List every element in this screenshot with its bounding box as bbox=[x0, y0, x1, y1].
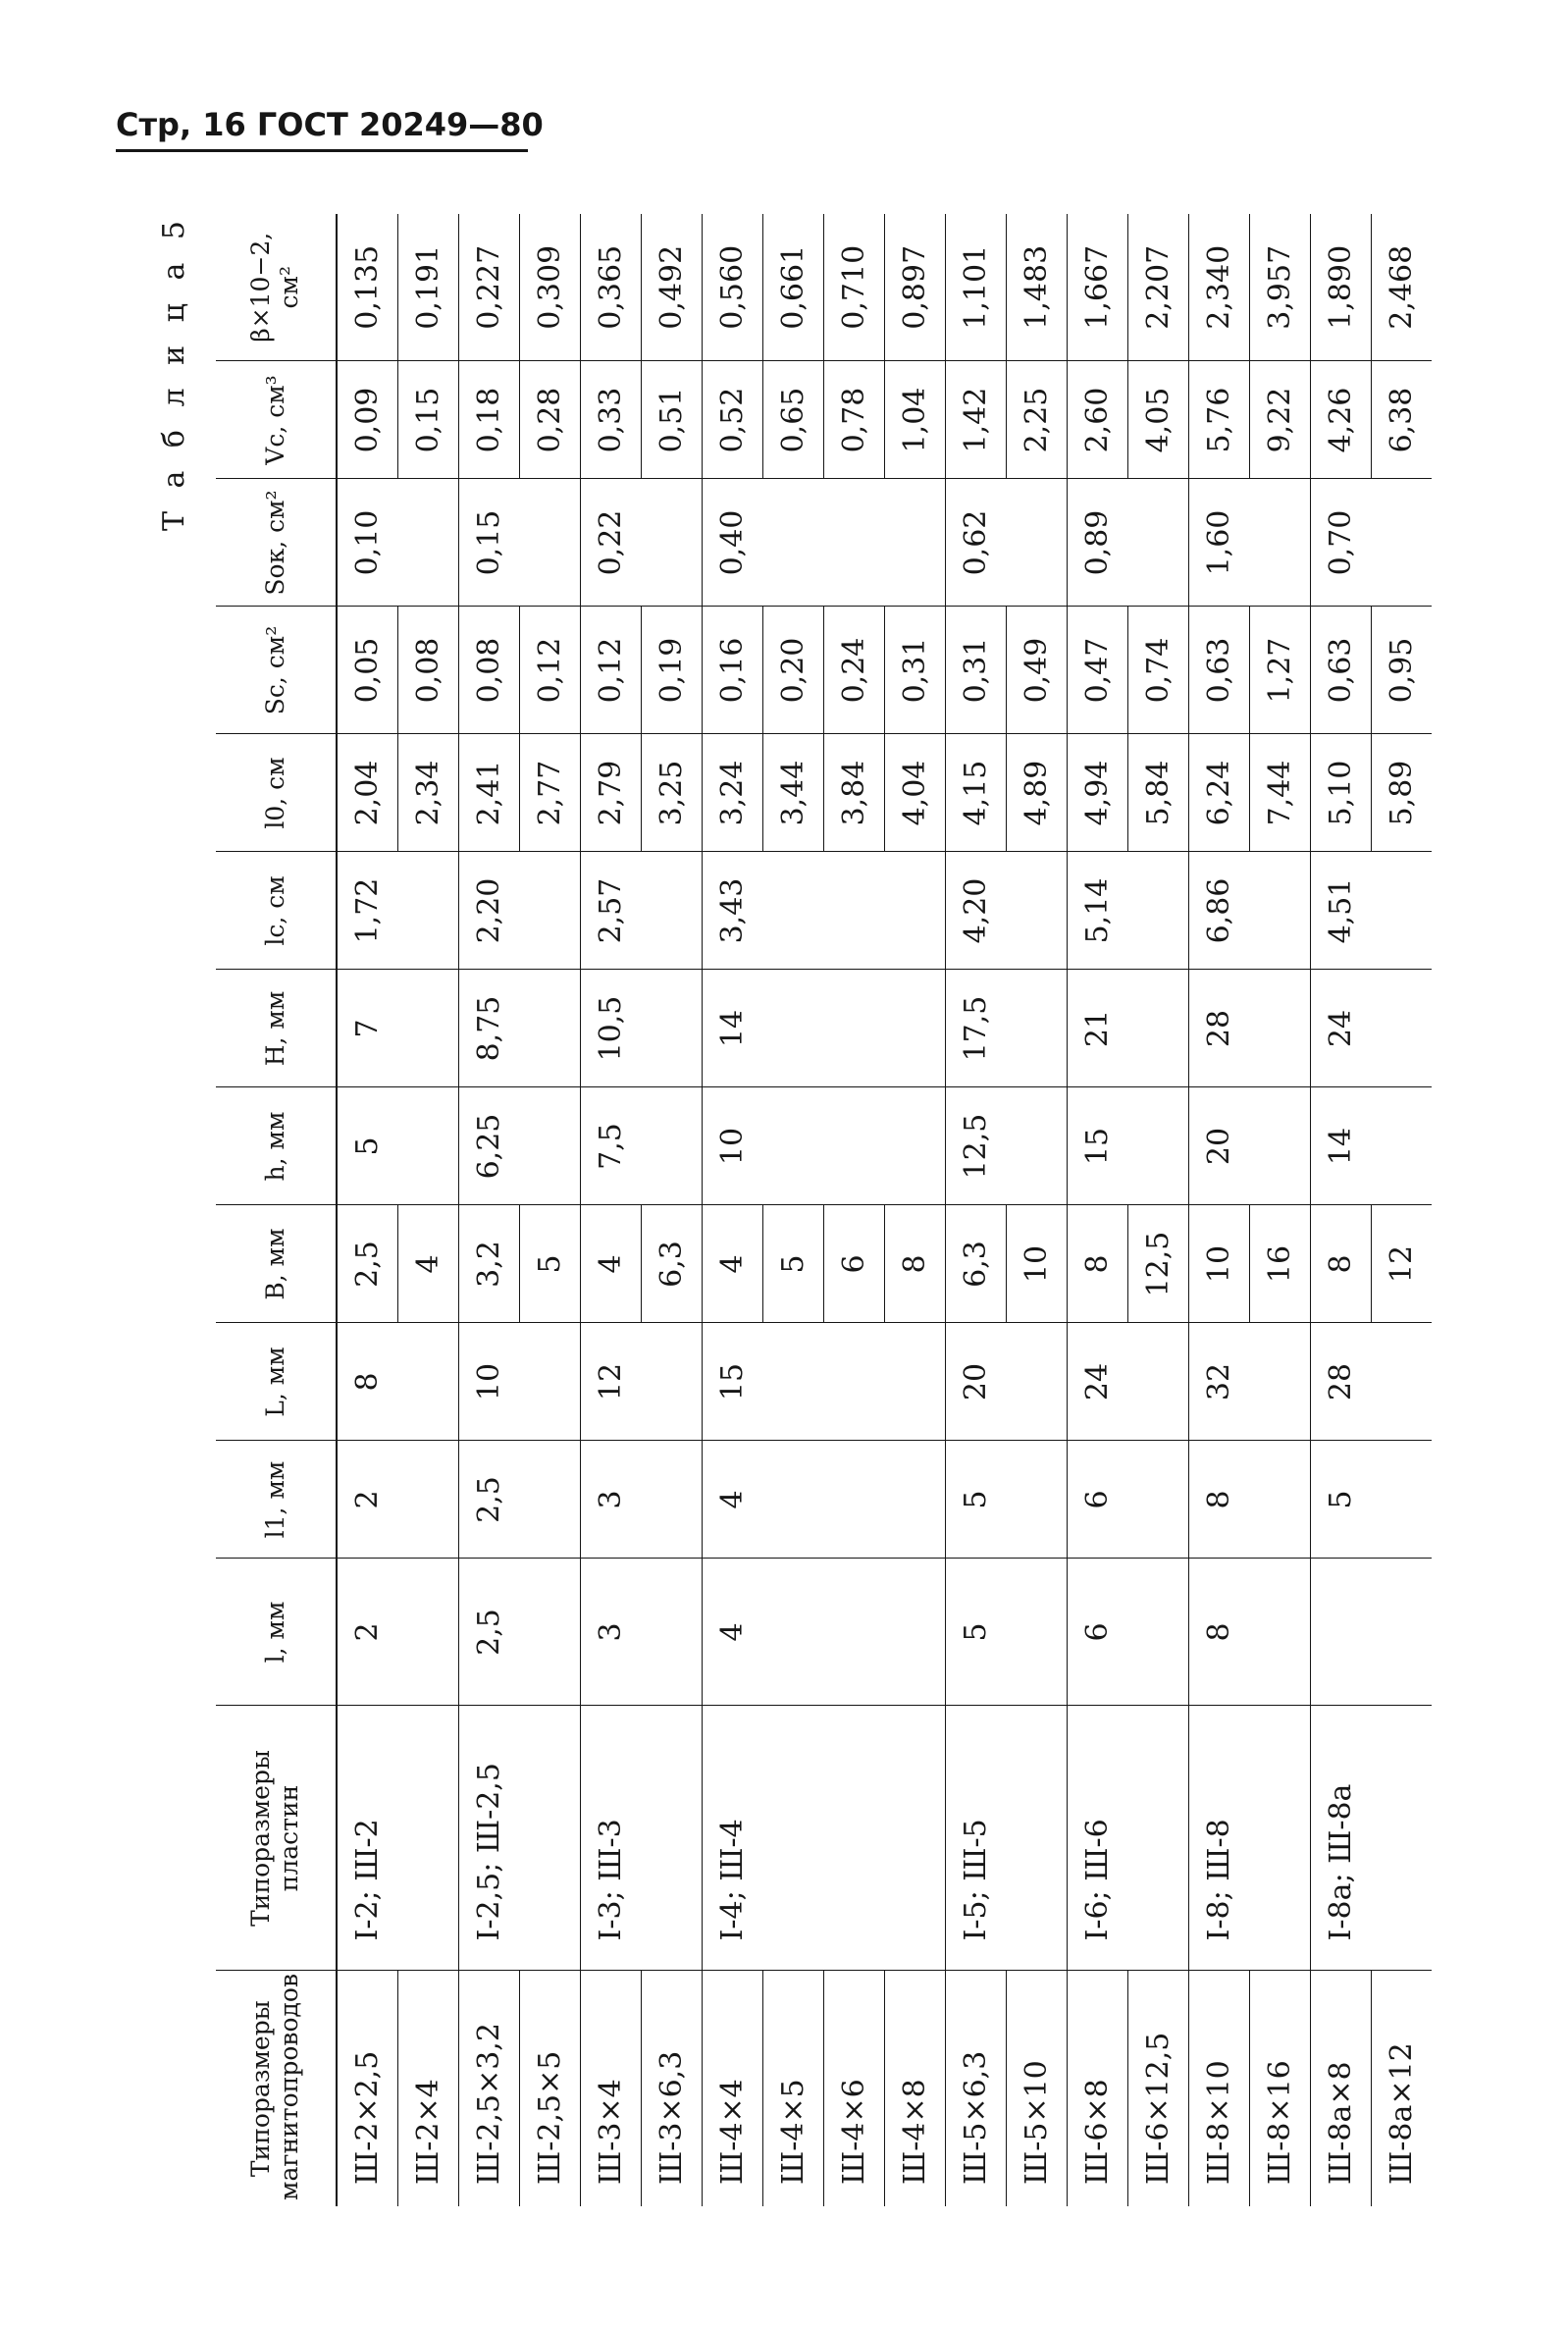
cell-core-type: Ш-3×4 bbox=[581, 1971, 642, 2206]
cell-sc: 0,12 bbox=[581, 607, 642, 734]
cell-l1 bbox=[1250, 1441, 1311, 1559]
cell-H: 10,5 bbox=[581, 970, 642, 1087]
column-header: Типоразмеры магнитопроводов bbox=[216, 1971, 337, 2206]
cell-h: 12,5 bbox=[946, 1087, 1007, 1205]
cell-core-type: Ш-4×5 bbox=[763, 1971, 824, 2206]
cell-sc: 0,49 bbox=[1007, 607, 1068, 734]
cell-l0: 4,89 bbox=[1007, 734, 1068, 852]
cell-core-type: Ш-8×10 bbox=[1189, 1971, 1250, 2206]
cell-lc: 5,14 bbox=[1068, 852, 1128, 970]
cell-sc: 1,27 bbox=[1250, 607, 1311, 734]
cell-lc: 1,72 bbox=[337, 852, 398, 970]
cell-h: 6,25 bbox=[459, 1087, 520, 1205]
cell-core-type: Ш-4×4 bbox=[703, 1971, 763, 2206]
cell-l0: 7,44 bbox=[1250, 734, 1311, 852]
cell-plate-type: I-3; Ш-3 bbox=[581, 1706, 642, 1971]
cell-core-type: Ш-5×6,3 bbox=[946, 1971, 1007, 2206]
cell-vc: 0,52 bbox=[703, 361, 763, 479]
cell-sok bbox=[885, 479, 946, 607]
cell-sok: 0,70 bbox=[1311, 479, 1372, 607]
cell-beta: 0,492 bbox=[642, 214, 703, 361]
column-header: l0, см bbox=[216, 734, 337, 852]
cell-sok bbox=[763, 479, 824, 607]
cell-H: 14 bbox=[703, 970, 763, 1087]
column-header: H, мм bbox=[216, 970, 337, 1087]
cell-l bbox=[1128, 1559, 1189, 1706]
cell-sc: 0,05 bbox=[337, 607, 398, 734]
cell-beta: 1,101 bbox=[946, 214, 1007, 361]
cell-plate-type bbox=[1128, 1706, 1189, 1971]
table-row bbox=[946, 214, 1007, 2206]
cell-sok: 0,15 bbox=[459, 479, 520, 607]
cell-sok: 0,22 bbox=[581, 479, 642, 607]
data-table bbox=[216, 214, 1432, 2206]
cell-H bbox=[763, 970, 824, 1087]
cell-lc bbox=[398, 852, 459, 970]
cell-l: 2,5 bbox=[459, 1559, 520, 1706]
cell-sok: 0,89 bbox=[1068, 479, 1128, 607]
cell-sc: 0,74 bbox=[1128, 607, 1189, 734]
page-header: Стр, 16 ГОСТ 20249—80 bbox=[116, 106, 544, 143]
cell-l1: 2 bbox=[337, 1441, 398, 1559]
cell-plate-type bbox=[763, 1706, 824, 1971]
column-header: β×10−2, см² bbox=[216, 214, 337, 361]
cell-l0: 3,84 bbox=[824, 734, 885, 852]
cell-L bbox=[1128, 1323, 1189, 1441]
cell-L bbox=[885, 1323, 946, 1441]
cell-l1: 5 bbox=[1311, 1441, 1372, 1559]
table-row bbox=[824, 214, 885, 2206]
cell-L bbox=[824, 1323, 885, 1441]
cell-l1 bbox=[763, 1441, 824, 1559]
cell-core-type: Ш-8×16 bbox=[1250, 1971, 1311, 2206]
cell-core-type: Ш-6×8 bbox=[1068, 1971, 1128, 2206]
cell-l: 5 bbox=[946, 1559, 1007, 1706]
cell-l1: 4 bbox=[703, 1441, 763, 1559]
rotated-table-block bbox=[157, 214, 1423, 2206]
cell-beta: 0,309 bbox=[520, 214, 581, 361]
table-row bbox=[520, 214, 581, 2206]
cell-l1: 2,5 bbox=[459, 1441, 520, 1559]
cell-lc: 2,57 bbox=[581, 852, 642, 970]
cell-l1 bbox=[1372, 1441, 1433, 1559]
cell-H bbox=[1128, 970, 1189, 1087]
cell-plate-type: I-6; Ш-6 bbox=[1068, 1706, 1128, 1971]
cell-h: 7,5 bbox=[581, 1087, 642, 1205]
cell-l0: 4,94 bbox=[1068, 734, 1128, 852]
cell-plate-type bbox=[520, 1706, 581, 1971]
cell-l0: 3,44 bbox=[763, 734, 824, 852]
cell-h bbox=[1007, 1087, 1068, 1205]
cell-L bbox=[1372, 1323, 1433, 1441]
cell-l0: 2,41 bbox=[459, 734, 520, 852]
cell-vc: 0,09 bbox=[337, 361, 398, 479]
cell-core-type: Ш-8а×12 bbox=[1384, 2042, 1419, 2185]
cell-core-type: Ш-4×6 bbox=[824, 1971, 885, 2206]
cell-B: 4 bbox=[581, 1205, 642, 1323]
cell-l bbox=[642, 1559, 703, 1706]
cell-sc: 0,31 bbox=[946, 607, 1007, 734]
cell-lc bbox=[824, 852, 885, 970]
cell-sok bbox=[824, 479, 885, 607]
cell-core-type: Ш-2×4 bbox=[398, 1971, 459, 2206]
cell-sok: 1,60 bbox=[1189, 479, 1250, 607]
cell-lc bbox=[1250, 852, 1311, 970]
table-row bbox=[1250, 214, 1311, 2206]
column-header: lc, см bbox=[216, 852, 337, 970]
column-header: h, мм bbox=[216, 1087, 337, 1205]
cell-l bbox=[885, 1559, 946, 1706]
cell-vc: 2,25 bbox=[1007, 361, 1068, 479]
cell-l0: 2,77 bbox=[520, 734, 581, 852]
cell-vc: 5,76 bbox=[1189, 361, 1250, 479]
cell-beta: 0,661 bbox=[763, 214, 824, 361]
cell-l: 3 bbox=[581, 1559, 642, 1706]
cell-lc: 2,20 bbox=[459, 852, 520, 970]
cell-l0: 4,15 bbox=[946, 734, 1007, 852]
cell-vc: 0,28 bbox=[520, 361, 581, 479]
cell-l1: 5 bbox=[946, 1441, 1007, 1559]
cell-B: 4 bbox=[398, 1205, 459, 1323]
cell-h bbox=[885, 1087, 946, 1205]
cell-l bbox=[1372, 1559, 1433, 1706]
column-header: Sc, см² bbox=[216, 607, 337, 734]
cell-H: 21 bbox=[1068, 970, 1128, 1087]
cell-B: 16 bbox=[1250, 1205, 1311, 1323]
cell-H bbox=[642, 970, 703, 1087]
cell-plate-type bbox=[1372, 1706, 1433, 1971]
cell-plate-type: I-2; Ш-2 bbox=[337, 1706, 398, 1971]
cell-sok: 0,10 bbox=[337, 479, 398, 607]
cell-lc bbox=[1372, 852, 1433, 970]
cell-beta: 2,207 bbox=[1128, 214, 1189, 361]
column-header: B, мм bbox=[216, 1205, 337, 1323]
cell-l bbox=[1250, 1559, 1311, 1706]
cell-l0: 6,24 bbox=[1189, 734, 1250, 852]
cell-vc: 0,18 bbox=[459, 361, 520, 479]
cell-vc: 4,26 bbox=[1311, 361, 1372, 479]
cell-B: 12,5 bbox=[1128, 1205, 1189, 1323]
cell-h bbox=[1372, 1087, 1433, 1205]
cell-beta: 2,468 bbox=[1372, 214, 1433, 361]
cell-B: 6,3 bbox=[642, 1205, 703, 1323]
cell-vc: 1,42 bbox=[946, 361, 1007, 479]
cell-core-type: Ш-6×12,5 bbox=[1128, 1971, 1189, 2206]
cell-vc: 0,65 bbox=[763, 361, 824, 479]
cell-H bbox=[1250, 970, 1311, 1087]
table-row bbox=[1372, 214, 1433, 2206]
table-row bbox=[885, 214, 946, 2206]
table-row bbox=[1128, 214, 1189, 2206]
cell-H: 17,5 bbox=[946, 970, 1007, 1087]
cell-core-type: Ш-5×10 bbox=[1007, 1971, 1068, 2206]
cell-B: 5 bbox=[763, 1205, 824, 1323]
cell-beta: 1,890 bbox=[1311, 214, 1372, 361]
cell-vc: 2,60 bbox=[1068, 361, 1128, 479]
cell-l0: 2,34 bbox=[398, 734, 459, 852]
cell-l: 8 bbox=[1189, 1559, 1250, 1706]
cell-L: 28 bbox=[1311, 1323, 1372, 1441]
cell-plate-type bbox=[1250, 1706, 1311, 1971]
cell-l: 2 bbox=[337, 1559, 398, 1706]
column-header: Sок, см² bbox=[216, 479, 337, 607]
cell-l1: 8 bbox=[1189, 1441, 1250, 1559]
cell-lc: 4,51 bbox=[1311, 852, 1372, 970]
cell-sok bbox=[520, 479, 581, 607]
cell-B: 4 bbox=[703, 1205, 763, 1323]
cell-sc: 0,08 bbox=[459, 607, 520, 734]
cell-core-type: Ш-2,5×5 bbox=[520, 1971, 581, 2206]
cell-h: 20 bbox=[1189, 1087, 1250, 1205]
cell-vc: 0,15 bbox=[398, 361, 459, 479]
cell-l0: 3,25 bbox=[642, 734, 703, 852]
cell-l1: 3 bbox=[581, 1441, 642, 1559]
cell-plate-type bbox=[1007, 1706, 1068, 1971]
cell-L bbox=[642, 1323, 703, 1441]
cell-sc: 0,31 bbox=[885, 607, 946, 734]
cell-H bbox=[520, 970, 581, 1087]
cell-l bbox=[520, 1559, 581, 1706]
cell-l1 bbox=[520, 1441, 581, 1559]
table-body bbox=[337, 214, 1432, 2206]
cell-beta: 2,340 bbox=[1189, 214, 1250, 361]
cell-L: 32 bbox=[1189, 1323, 1250, 1441]
cell-plate-type: I-8; Ш-8 bbox=[1189, 1706, 1250, 1971]
cell-H bbox=[1007, 970, 1068, 1087]
cell-h bbox=[398, 1087, 459, 1205]
column-header: l, мм bbox=[216, 1559, 337, 1706]
cell-lc bbox=[885, 852, 946, 970]
cell-sok bbox=[1128, 479, 1189, 607]
cell-H: 8,75 bbox=[459, 970, 520, 1087]
cell-core-type: Ш-2,5×3,2 bbox=[459, 1971, 520, 2206]
cell-L bbox=[763, 1323, 824, 1441]
cell-l1: 6 bbox=[1068, 1441, 1128, 1559]
header-row bbox=[216, 214, 337, 2206]
cell-L bbox=[1250, 1323, 1311, 1441]
cell-h: 15 bbox=[1068, 1087, 1128, 1205]
cell-B: 6 bbox=[824, 1205, 885, 1323]
cell-sok bbox=[398, 479, 459, 607]
cell-l0: 5,10 bbox=[1311, 734, 1372, 852]
cell-l0: 2,04 bbox=[337, 734, 398, 852]
cell-H bbox=[398, 970, 459, 1087]
table-row bbox=[398, 214, 459, 2206]
cell-vc: 9,22 bbox=[1250, 361, 1311, 479]
cell-L: 24 bbox=[1068, 1323, 1128, 1441]
cell-H bbox=[1372, 970, 1433, 1087]
cell-B: 3,2 bbox=[459, 1205, 520, 1323]
cell-B: 6,3 bbox=[946, 1205, 1007, 1323]
cell-sok: 0,62 bbox=[946, 479, 1007, 607]
table-row bbox=[337, 214, 398, 2206]
cell-h: 5 bbox=[337, 1087, 398, 1205]
table-row bbox=[1068, 214, 1128, 2206]
cell-H bbox=[824, 970, 885, 1087]
cell-sok bbox=[1250, 479, 1311, 607]
cell-sc: 0,95 bbox=[1372, 607, 1433, 734]
cell-l1 bbox=[885, 1441, 946, 1559]
cell-beta: 0,365 bbox=[581, 214, 642, 361]
cell-B: 8 bbox=[1311, 1205, 1372, 1323]
cell-l0: 2,79 bbox=[581, 734, 642, 852]
cell-B: 10 bbox=[1189, 1205, 1250, 1323]
cell-plate-type: I-2,5; Ш-2,5 bbox=[459, 1706, 520, 1971]
cell-plate-type bbox=[824, 1706, 885, 1971]
table-caption: Т а б л и ц а 5 bbox=[157, 214, 191, 532]
cell-sc: 0,20 bbox=[763, 607, 824, 734]
cell-core-type: Ш-4×8 bbox=[885, 1971, 946, 2206]
cell-h bbox=[824, 1087, 885, 1205]
cell-l0: 5,89 bbox=[1372, 734, 1433, 852]
cell-L bbox=[398, 1323, 459, 1441]
cell-sc: 0,19 bbox=[642, 607, 703, 734]
column-header: l1, мм bbox=[216, 1441, 337, 1559]
cell-sc: 0,08 bbox=[398, 607, 459, 734]
cell-h bbox=[1250, 1087, 1311, 1205]
cell-core-type: Ш-2×2,5 bbox=[337, 1971, 398, 2206]
table-row bbox=[581, 214, 642, 2206]
cell-beta: 0,897 bbox=[885, 214, 946, 361]
cell-l0: 3,24 bbox=[703, 734, 763, 852]
cell-beta: 0,227 bbox=[459, 214, 520, 361]
cell-sc: 0,63 bbox=[1311, 607, 1372, 734]
cell-l bbox=[824, 1559, 885, 1706]
cell-beta: 0,710 bbox=[824, 214, 885, 361]
cell-plate-type: I-5; Ш-5 bbox=[946, 1706, 1007, 1971]
cell-lc bbox=[1128, 852, 1189, 970]
cell-core-type: Ш-3×6,3 bbox=[642, 1971, 703, 2206]
cell-lc: 4,20 bbox=[946, 852, 1007, 970]
cell-vc: 6,38 bbox=[1372, 361, 1433, 479]
cell-B: 5 bbox=[520, 1205, 581, 1323]
cell-L: 10 bbox=[459, 1323, 520, 1441]
cell-lc bbox=[1007, 852, 1068, 970]
cell-l: 6 bbox=[1068, 1559, 1128, 1706]
cell-vc: 0,33 bbox=[581, 361, 642, 479]
cell-B: 2,5 bbox=[337, 1205, 398, 1323]
cell-L bbox=[1007, 1323, 1068, 1441]
cell-l: 4 bbox=[703, 1559, 763, 1706]
cell-beta: 1,667 bbox=[1068, 214, 1128, 361]
cell-H: 24 bbox=[1311, 970, 1372, 1087]
cell-sok bbox=[1372, 479, 1433, 607]
cell-L bbox=[520, 1323, 581, 1441]
cell-lc: 6,86 bbox=[1189, 852, 1250, 970]
cell-beta: 0,135 bbox=[337, 214, 398, 361]
table-row bbox=[763, 214, 824, 2206]
cell-l1 bbox=[1128, 1441, 1189, 1559]
cell-vc: 4,05 bbox=[1128, 361, 1189, 479]
cell-lc bbox=[763, 852, 824, 970]
table-row bbox=[1007, 214, 1068, 2206]
cell-sok: 0,40 bbox=[703, 479, 763, 607]
cell-vc: 0,78 bbox=[824, 361, 885, 479]
cell-beta: 0,560 bbox=[703, 214, 763, 361]
table-row bbox=[1189, 214, 1250, 2206]
cell-l1 bbox=[642, 1441, 703, 1559]
column-header: L, мм bbox=[216, 1323, 337, 1441]
cell-H bbox=[885, 970, 946, 1087]
cell-plate-type: I-4; Ш-4 bbox=[703, 1706, 763, 1971]
cell-vc: 1,04 bbox=[885, 361, 946, 479]
cell-core-type: Ш-8а×8 bbox=[1311, 1971, 1372, 2206]
cell-B: 8 bbox=[1068, 1205, 1128, 1323]
cell-plate-type: I-8а; Ш-8а bbox=[1311, 1706, 1372, 1971]
table-row bbox=[459, 214, 520, 2206]
cell-h: 14 bbox=[1311, 1087, 1372, 1205]
cell-L: 15 bbox=[703, 1323, 763, 1441]
cell-H: 28 bbox=[1189, 970, 1250, 1087]
cell-vc: 0,51 bbox=[642, 361, 703, 479]
cell-L: 12 bbox=[581, 1323, 642, 1441]
table-row bbox=[1311, 214, 1372, 2206]
cell-sc: 0,12 bbox=[520, 607, 581, 734]
cell-B: 12 bbox=[1372, 1205, 1433, 1323]
cell-lc bbox=[642, 852, 703, 970]
cell-h bbox=[520, 1087, 581, 1205]
cell-l1 bbox=[398, 1441, 459, 1559]
cell-B: 8 bbox=[885, 1205, 946, 1323]
cell-sok bbox=[642, 479, 703, 607]
cell-plate-type bbox=[885, 1706, 946, 1971]
cell-plate-type bbox=[642, 1706, 703, 1971]
cell-l bbox=[1007, 1559, 1068, 1706]
cell-sc: 0,24 bbox=[824, 607, 885, 734]
cell-h: 10 bbox=[703, 1087, 763, 1205]
cell-l bbox=[1311, 1559, 1372, 1706]
column-header: Типоразмеры пластин bbox=[216, 1706, 337, 1971]
cell-l1 bbox=[824, 1441, 885, 1559]
cell-sok bbox=[1007, 479, 1068, 607]
cell-sc: 0,47 bbox=[1068, 607, 1128, 734]
table-row bbox=[703, 214, 763, 2206]
cell-h bbox=[763, 1087, 824, 1205]
cell-l bbox=[398, 1559, 459, 1706]
cell-sc: 0,63 bbox=[1189, 607, 1250, 734]
cell-H: 7 bbox=[337, 970, 398, 1087]
cell-L: 8 bbox=[337, 1323, 398, 1441]
cell-l0: 5,84 bbox=[1128, 734, 1189, 852]
cell-h bbox=[642, 1087, 703, 1205]
cell-beta: 0,191 bbox=[398, 214, 459, 361]
cell-B: 10 bbox=[1007, 1205, 1068, 1323]
cell-h bbox=[1128, 1087, 1189, 1205]
cell-sc: 0,16 bbox=[703, 607, 763, 734]
cell-lc bbox=[520, 852, 581, 970]
cell-l1 bbox=[1007, 1441, 1068, 1559]
cell-l bbox=[763, 1559, 824, 1706]
cell-plate-type bbox=[398, 1706, 459, 1971]
cell-lc: 3,43 bbox=[703, 852, 763, 970]
cell-beta: 3,957 bbox=[1250, 214, 1311, 361]
cell-l0: 4,04 bbox=[885, 734, 946, 852]
cell-L: 20 bbox=[946, 1323, 1007, 1441]
header-rule bbox=[116, 149, 528, 152]
column-header: Vc, см³ bbox=[216, 361, 337, 479]
table-row bbox=[642, 214, 703, 2206]
cell-beta: 1,483 bbox=[1007, 214, 1068, 361]
